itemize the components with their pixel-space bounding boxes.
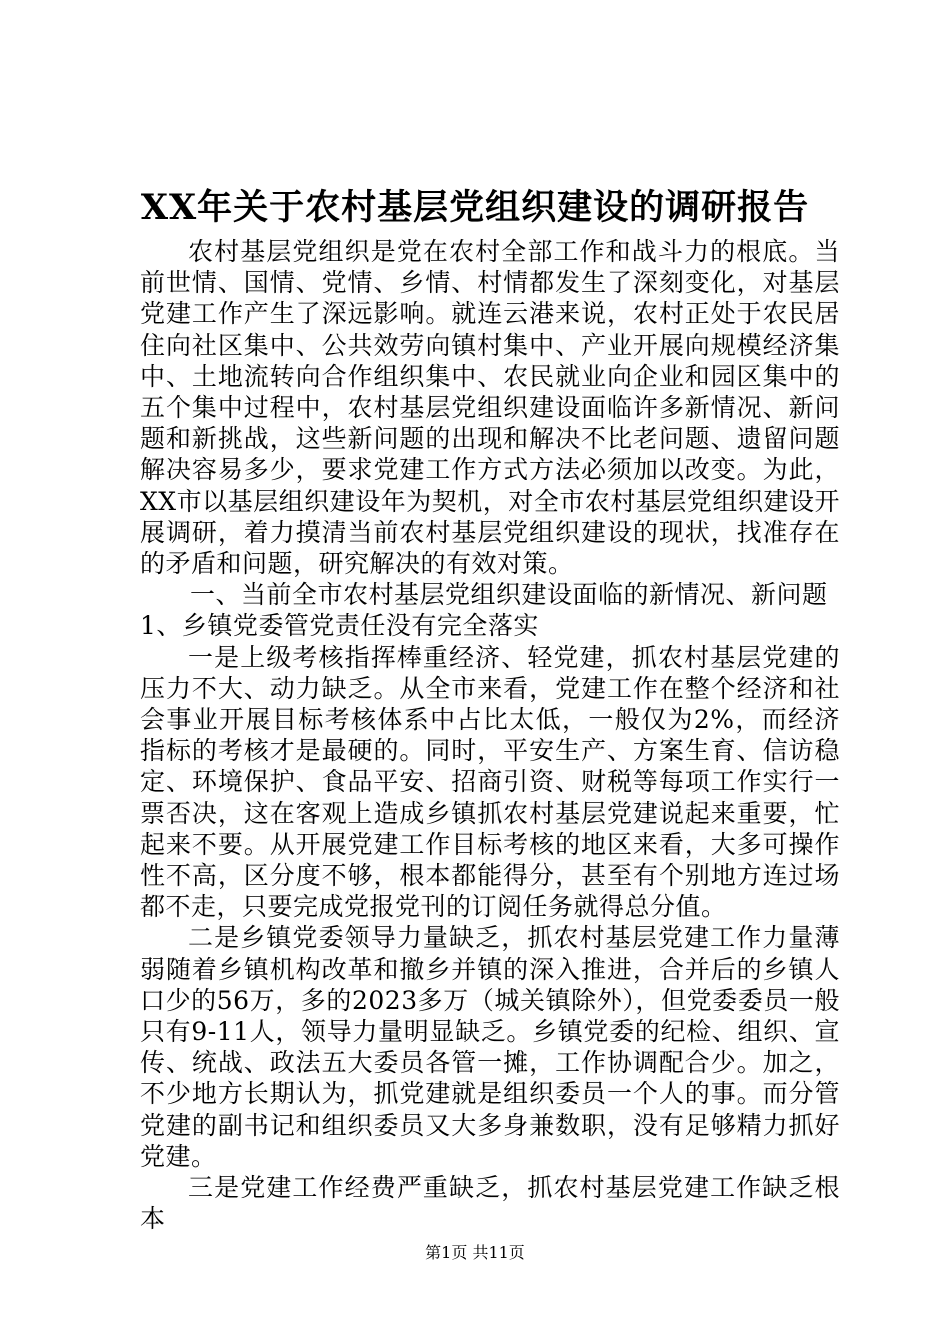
- subsection-heading: 1、乡镇党委管党责任没有完全落实: [140, 611, 539, 641]
- paragraph-point-two: 二是乡镇党委领导力量缺乏，抓农村基层党建工作力量薄弱随着乡镇机构改革和撤乡并镇的深入推进，合并后的乡镇人口少的56万，多的2023多万（城关镇除外），但党委委员一般只有9-11人，领导力量明显缺乏。乡镇党委的纪检、组织、宣传、统战、政法五大委员各管一摊，工作协调配合少。加之，不少地方长期认为，抓党建就是组织委员一个人的事。而分管党建的副书记和组织委员又大多身兼数职，没有足够精力抓好党建。: [140, 923, 840, 1171]
- paragraph-intro: 农村基层党组织是党在农村全部工作和战斗力的根底。当前世情、国情、党情、乡情、村情都发生了深刻变化，对基层党建工作产生了深远影响。就连云港来说，农村正处于农民居住向社区集中、公共效劳向镇村集中、产业开展向规模经济集中、土地流转向合作组织集中、农民就业向企业和园区集中的五个集中过程中，农村基层党组织建设面临许多新情况、新问题和新挑战，这些新问题的出现和解决不比老问题、遗留问题解决容易多少，要求党建工作方式方法必须加以改变。为此，XX市以基层组织建设年为契机，对全市农村基层党组织建设开展调研，着力摸清当前农村基层党组织建设的现状，找准存在的矛盾和问题，研究解决的有效对策。: [140, 237, 840, 579]
- page-footer: 第1页 共11页: [425, 1243, 525, 1262]
- paragraph-point-three: 三是党建工作经费严重缺乏，抓农村基层党建工作缺乏根本: [140, 1173, 840, 1234]
- document-title: XX年关于农村基层党组织建设的调研报告: [140, 187, 810, 228]
- document-body: [140, 236, 840, 1235]
- paragraph-point-one: 一是上级考核指挥棒重经济、轻党建，抓农村基层党建的压力不大、动力缺乏。从全市来看，党建工作在整个经济和社会事业开展目标考核体系中占比太低，一般仅为2%，而经济指标的考核才是最硬的。同时，平安生产、方案生育、信访稳定、环境保护、食品平安、招商引资、财税等每项工作实行一票否决，这在客观上造成乡镇抓农村基层党建说起来重要，忙起来不要。从开展党建工作目标考核的地区来看，大多可操作性不高，区分度不够，根本都能得分，甚至有个别地方连过场都不走，只要完成党报党刊的订阅任务就得总分值。: [140, 642, 840, 922]
- section-heading: 一、当前全市农村基层党组织建设面临的新情况、新问题: [190, 580, 828, 610]
